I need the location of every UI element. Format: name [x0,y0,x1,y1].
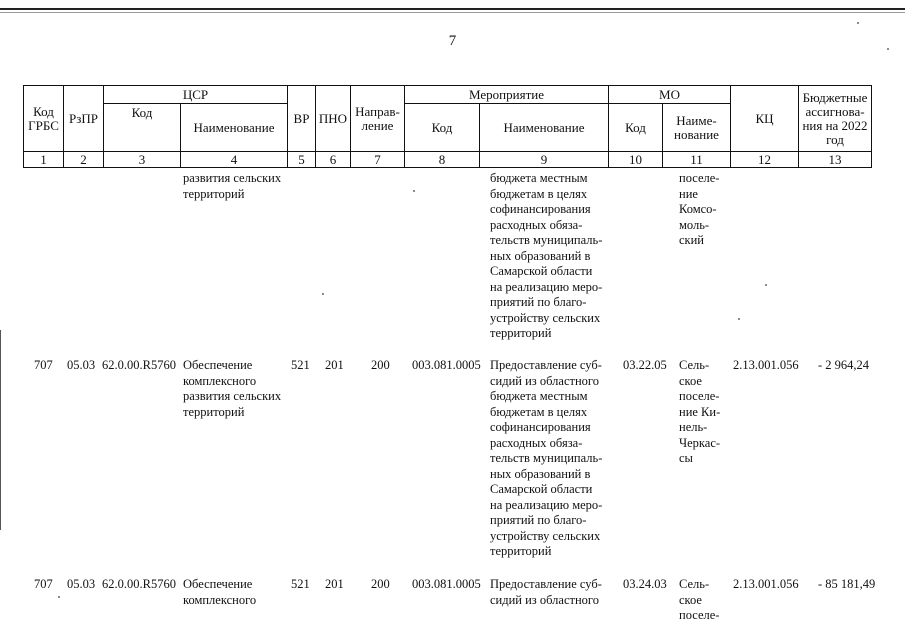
col-num-1: 1 [24,152,64,168]
cell-mer-kod: 003.081.0005 [412,577,481,591]
cell-mer-name: Предоставление суб- сидий из областного бюджета местным бюджетам в целях софинансирования расходных обяза- тельств муниципаль- ных образований в Самарской области на реализацию меро- приятий по благо- устройству сельских территорий [490,358,603,558]
hdr-kc: КЦ [731,86,799,152]
hdr-mo-name: Наиме-нование [663,104,731,152]
col-num-5: 5 [288,152,316,168]
col-num-3: 3 [104,152,181,168]
cell-csr-kod: 62.0.00.R5760 [102,577,176,591]
col-num-4: 4 [181,152,288,168]
hdr-napr: Направ-ление [351,86,405,152]
cell-mer-kod: 003.081.0005 [412,358,481,372]
cell-mo-kod: 03.22.05 [623,358,667,372]
table-header [23,85,872,168]
hdr-budget: Бюджетные ассигнова-ния на 2022 год [799,86,872,152]
scan-speck [887,48,889,50]
scan-speck [58,596,60,598]
cont-csr-name: развития сельских территорий [183,171,282,201]
cont-mer-name: бюджета местным бюджетам в целях софинансирования расходных обяза- тельств муниципаль- ных образований в Самарской области на реализацию меро- приятий по благо- устройству сельских территорий [490,171,603,340]
cell-vr: 521 [291,577,310,591]
col-num-2: 2 [64,152,104,168]
cell-mo-kod: 03.24.03 [623,577,667,591]
scan-speck [857,22,859,24]
cell-kod-grbs: 707 [34,358,53,372]
top-rule-thin [0,12,905,13]
cell-csr-kod: 62.0.00.R5760 [102,358,176,372]
scan-speck [738,318,740,320]
cell-amount: - 85 181,49 [818,577,876,591]
cell-kod-grbs: 707 [34,577,53,591]
cell-kc: 2.13.001.056 [733,577,799,591]
hdr-mer-name: Наименование [480,104,609,152]
col-num-11: 11 [663,152,731,168]
scan-speck [765,284,767,286]
cell-mo-name: Сель- ское поселе- ние Ки- нель- Черкас- сы [679,358,721,465]
col-num-7: 7 [351,152,405,168]
hdr-meropriyatie: Мероприятие [405,86,609,104]
hdr-csr-kod: Код [104,104,181,152]
hdr-pno: ПНО [316,86,351,152]
cell-mer-name: Предоставление суб- сидий из областного [490,577,602,607]
hdr-vr: ВР [288,86,316,152]
col-num-6: 6 [316,152,351,168]
cell-kc: 2.13.001.056 [733,358,799,372]
cell-rzpr: 05.03 [67,358,96,372]
cell-pno: 201 [325,577,344,591]
cell-pno: 201 [325,358,344,372]
page-number: 7 [448,33,457,49]
left-scan-edge [0,330,1,530]
hdr-csr-name: Наименование [181,104,288,152]
col-num-13: 13 [799,152,872,168]
cell-napr: 200 [371,577,390,591]
cell-rzpr: 05.03 [67,577,96,591]
cell-napr: 200 [371,358,390,372]
cell-mo-name: Сель- ское поселе- [679,577,720,622]
scan-speck [322,293,324,295]
cell-csr-name: Обеспечение комплексного [183,577,257,607]
hdr-mo: МО [609,86,731,104]
hdr-csr: ЦСР [104,86,288,104]
cell-csr-name: Обеспечение комплексного развития сельских территорий [183,358,282,419]
hdr-rzpr: РзПР [64,86,104,152]
cell-amount: - 2 964,24 [818,358,870,372]
col-num-9: 9 [480,152,609,168]
hdr-kod-grbs: Код ГРБС [24,86,64,152]
top-rule [0,8,905,10]
hdr-mer-kod: Код [405,104,480,152]
hdr-mo-kod: Код [609,104,663,152]
cont-mo-name: поселе- ние Комсо- моль- ский [679,171,720,247]
col-num-12: 12 [731,152,799,168]
scan-speck [413,190,415,192]
cell-vr: 521 [291,358,310,372]
col-num-10: 10 [609,152,663,168]
col-num-8: 8 [405,152,480,168]
